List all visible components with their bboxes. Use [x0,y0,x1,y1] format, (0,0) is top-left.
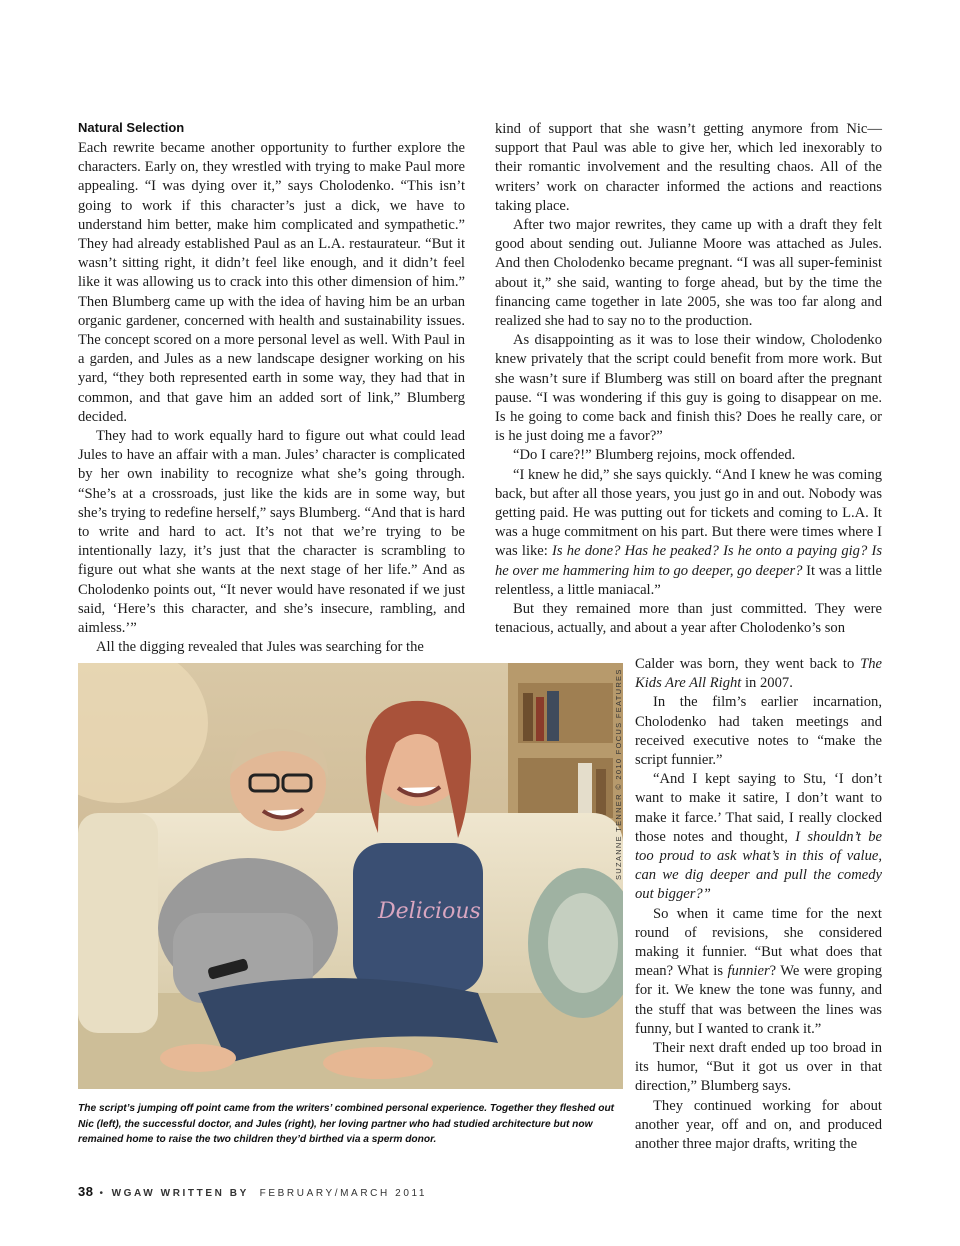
photo-caption: The script’s jumping off point came from the writers’ combined personal experience. Together they fleshed out Nic (left), the successful doctor, and Jules (right), her loving partner who had studied architecture but now remained home to raise the two children they’d birthed via a sperm donor. [78,1103,615,1145]
italic-word: funnier [727,963,770,980]
film-still-photo [78,663,623,1089]
paragraph: Their next draft ended up too broad in its humor, “But it got us over in that direction,” Blumberg says. [635,1040,882,1095]
shirt-text: Delicious [378,899,481,924]
paragraph: They had to work equally hard to figure out what could lead Jules to have an affair with a man. Jules’ character is complicated by her own inability to recognize what she’s going through. “She’s at a crossroads, just like the kids are in some way, but she’s trying to redefine herself,” says Blumberg. “And that is hard to write and hard to act. It’s not that we’re trying to be intentionally lazy, it’s just that the character is scrambling to figure out what she wants at the next stage of her life.” And as Cholodenko points out, “It never would have resonated if we just said, ‘Here’s this character, and she’s insecure, rambling, and aimless.’” [78,428,465,637]
right-column-bottom [635,655,882,1154]
paragraph: In the film’s earlier incarnation, Cholodenko had taken meetings and received executive notes to “make the script funnier.” [635,694,882,769]
paragraph: As disappointing as it was to lose their window, Cholodenko knew privately that the script could benefit from more work. But she wasn’t sure if Blumberg was still on board after the pregnant pause. “I was wondering if this guy is going to disappear on me. Is he going to come back and finish this? Does he really care, or is he just doing me a favor?” [495,332,882,445]
text-run: So when it came time for the next round of revisions, she considered making it funnier. “But what does that mean? What is [635,905,882,980]
paragraph: “Do I care?!” Blumberg rejoins, mock offended. [513,447,796,464]
page-number: 38 [78,1184,94,1199]
paragraph [635,655,882,693]
text-run: Calder was born, they went back to [635,656,861,672]
paragraph: All the digging revealed that Jules was searching for the [96,639,424,656]
photo-credit: SUZANNE TENNER © 2010 FOCUS FEATURES [614,668,623,880]
section-heading: Natural Selection [78,120,185,135]
right-column-top [495,120,882,638]
footer-bullet: • [99,1188,106,1199]
quote-text: “I knew he did,” she says quickly. “And I knew he was coming back, but after all those years, you just go in and out. Nobody was getting paid. He was putting out for tickets and coming to L.A. It was a huge commitment on his part. But there were times where I was like: [495,466,882,560]
film-title: The Kids Are All Right [635,656,882,692]
left-column [78,139,465,657]
paragraph: Each rewrite became another opportunity to further explore the characters. Early on, they wrestled with trying to make Paul more appealing. “I was dying over it,” says Cholodenko. “This isn’t going to work if this character’s just a dick, we have to understand him better, make him complicated and sympathetic.” They had already established Paul as an L.A. restaurateur. “But it wasn’t sitting right, it didn’t feel like enough, and it didn’t feel like it was allowing us to crack into this other dimension of him.” Then Blumberg came up with the idea of having him be an urban organic gardener, concerned with health and sustainability issues. The concept scored on a more personal level as well. With Paul in a garden, and Jules as a new landscape designer working on his yard, “they both represented earth in some way, they had that in common, and that gave him an added sort of link,” Blumberg decided. [78,140,465,425]
italic-quote: I shouldn’t be too proud to ask what’s in this of value, can we dig deeper and pull the comedy out bigger?” [635,828,882,903]
paragraph [495,466,882,600]
publication-name: WGAW WRITTEN BY [111,1188,249,1199]
paragraph: kind of support that she wasn’t getting anymore from Nic—support that Paul was able to give her, which led inexorably to their romantic involvement and the resulting chaos. All of the writers’ work on character informed the actions and reactions taking place. [495,121,882,214]
text-run: in 2007. [741,675,793,692]
paragraph: After two major rewrites, they came up with a draft they felt good about sending out. Julianne Moore was attached as Jules. And then Cholodenko became pregnant. “I was all super-feminist about it,” she said, wanting to forge ahead, but by the time the financing came together in late 2005, she was too far along and realized she had to say no to the production. [495,217,882,330]
paragraph: But they remained more than just committed. They were tenacious, actually, and about a year after Cholodenko’s son [495,601,882,637]
paragraph [635,770,882,904]
issue-date: FEBRUARY/MARCH 2011 [259,1188,428,1199]
photo-illustration [78,663,623,1089]
text-run: “And I kept saying to Stu, ‘I don’t want to make it satire, I don’t want to make it farce.’ That said, I really clocked those notes and thought, [635,771,882,845]
page-footer [78,1184,427,1199]
text-run: ? We were groping for it. We knew the tone was funny, and the stuff that was between the lines was funny, but I wanted to crank it.” [635,963,882,1037]
paragraph [635,905,882,1039]
italic-quote: Is he done? Has he peaked? Is he onto a paying gig? Is he over me hammering him to go deeper, go deeper? [495,543,882,579]
quote-text: It was a little relentless, a little maniacal.” [495,562,882,598]
paragraph: They continued working for about another year, off and on, and produced another three major drafts, writing the [635,1097,882,1153]
